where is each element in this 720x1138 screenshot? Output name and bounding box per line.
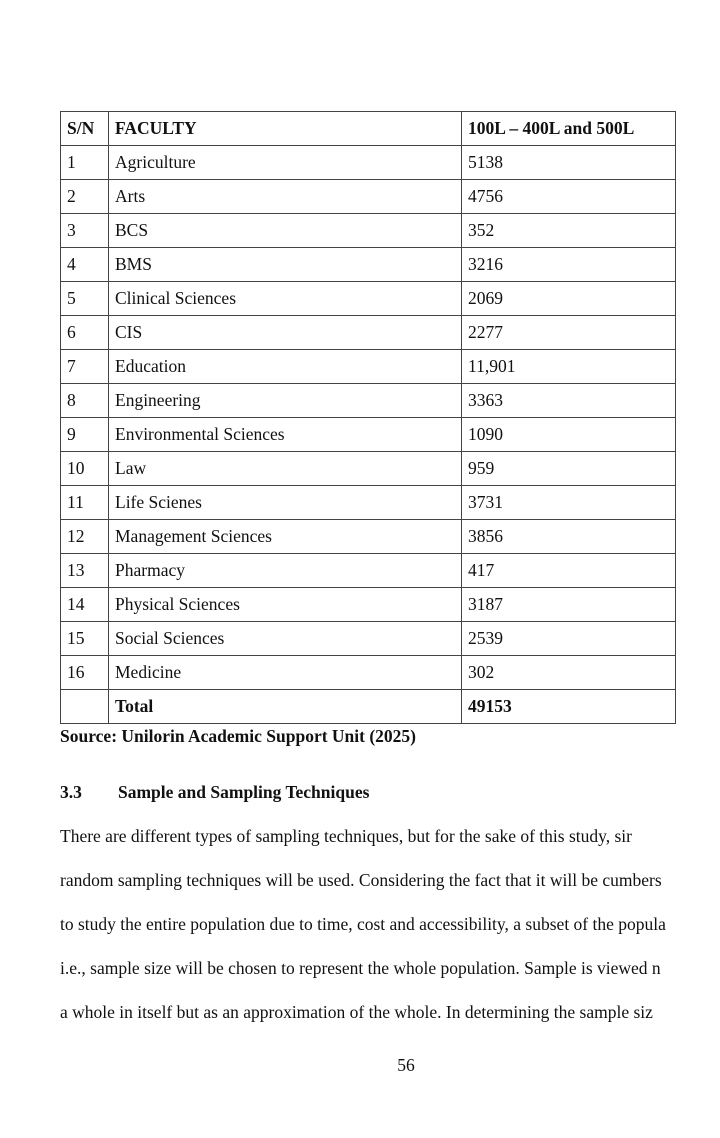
row-sn: 1 — [61, 146, 109, 180]
total-sn-empty — [61, 690, 109, 724]
row-sn: 8 — [61, 384, 109, 418]
section-number: 3.3 — [60, 782, 82, 802]
header-sn: S/N — [61, 112, 109, 146]
row-faculty: Agriculture — [109, 146, 462, 180]
row-sn: 16 — [61, 656, 109, 690]
row-count: 4756 — [462, 180, 676, 214]
table-row — [61, 452, 676, 486]
row-sn: 15 — [61, 622, 109, 656]
table-row — [61, 316, 676, 350]
total-label: Total — [109, 690, 462, 724]
row-sn: 14 — [61, 588, 109, 622]
row-faculty: Social Sciences — [109, 622, 462, 656]
row-faculty: Clinical Sciences — [109, 282, 462, 316]
row-count: 302 — [462, 656, 676, 690]
row-count: 417 — [462, 554, 676, 588]
row-count: 3363 — [462, 384, 676, 418]
row-sn: 9 — [61, 418, 109, 452]
table-row — [61, 418, 676, 452]
table-row — [61, 384, 676, 418]
table-row — [61, 350, 676, 384]
table-row — [61, 554, 676, 588]
row-count: 959 — [462, 452, 676, 486]
row-faculty: CIS — [109, 316, 462, 350]
row-count: 352 — [462, 214, 676, 248]
table-row — [61, 214, 676, 248]
row-sn: 6 — [61, 316, 109, 350]
table-row — [61, 520, 676, 554]
table-row — [61, 588, 676, 622]
row-sn: 3 — [61, 214, 109, 248]
row-faculty: Medicine — [109, 656, 462, 690]
row-faculty: Law — [109, 452, 462, 486]
row-count: 2069 — [462, 282, 676, 316]
row-count: 3856 — [462, 520, 676, 554]
row-sn: 2 — [61, 180, 109, 214]
row-faculty: Management Sciences — [109, 520, 462, 554]
paragraph-line: to study the entire population due to time, cost and accessibility, a subset of the popula — [60, 914, 666, 934]
section-title: Sample and Sampling Techniques — [118, 782, 370, 802]
paragraph-line: i.e., sample size will be chosen to represent the whole population. Sample is viewed n — [60, 958, 661, 978]
row-faculty: Arts — [109, 180, 462, 214]
header-level-count: 100L – 400L and 500L — [462, 112, 676, 146]
table-row — [61, 146, 676, 180]
row-count: 2277 — [462, 316, 676, 350]
row-sn: 7 — [61, 350, 109, 384]
row-count: 11,901 — [462, 350, 676, 384]
table-row — [61, 248, 676, 282]
table-row — [61, 486, 676, 520]
row-count: 3187 — [462, 588, 676, 622]
row-sn: 13 — [61, 554, 109, 588]
row-faculty: Pharmacy — [109, 554, 462, 588]
table-total-row — [61, 690, 676, 724]
row-count: 1090 — [462, 418, 676, 452]
row-sn: 11 — [61, 486, 109, 520]
row-faculty: Life Scienes — [109, 486, 462, 520]
page-number: 56 — [397, 1055, 415, 1075]
table-source-note: Source: Unilorin Academic Support Unit (2025) — [60, 726, 416, 746]
section-heading — [60, 782, 369, 803]
row-sn: 4 — [61, 248, 109, 282]
row-count: 3216 — [462, 248, 676, 282]
table-row — [61, 622, 676, 656]
paragraph-line: There are different types of sampling techniques, but for the sake of this study, sir — [60, 826, 632, 846]
table-row — [61, 282, 676, 316]
row-sn: 5 — [61, 282, 109, 316]
row-faculty: Engineering — [109, 384, 462, 418]
faculty-population-table — [60, 111, 676, 724]
table-header-row — [61, 112, 676, 146]
table-body — [61, 146, 676, 724]
row-sn: 12 — [61, 520, 109, 554]
row-faculty: BCS — [109, 214, 462, 248]
row-faculty: Environmental Sciences — [109, 418, 462, 452]
paragraph-line: a whole in itself but as an approximation of the whole. In determining the sample siz — [60, 1002, 653, 1022]
paragraph-line: random sampling techniques will be used. Considering the fact that it will be cumbers — [60, 870, 662, 890]
row-faculty: Physical Sciences — [109, 588, 462, 622]
total-value: 49153 — [462, 690, 676, 724]
row-count: 5138 — [462, 146, 676, 180]
header-faculty: FACULTY — [109, 112, 462, 146]
row-faculty: BMS — [109, 248, 462, 282]
table-row — [61, 180, 676, 214]
row-count: 3731 — [462, 486, 676, 520]
row-faculty: Education — [109, 350, 462, 384]
row-count: 2539 — [462, 622, 676, 656]
table-row — [61, 656, 676, 690]
row-sn: 10 — [61, 452, 109, 486]
